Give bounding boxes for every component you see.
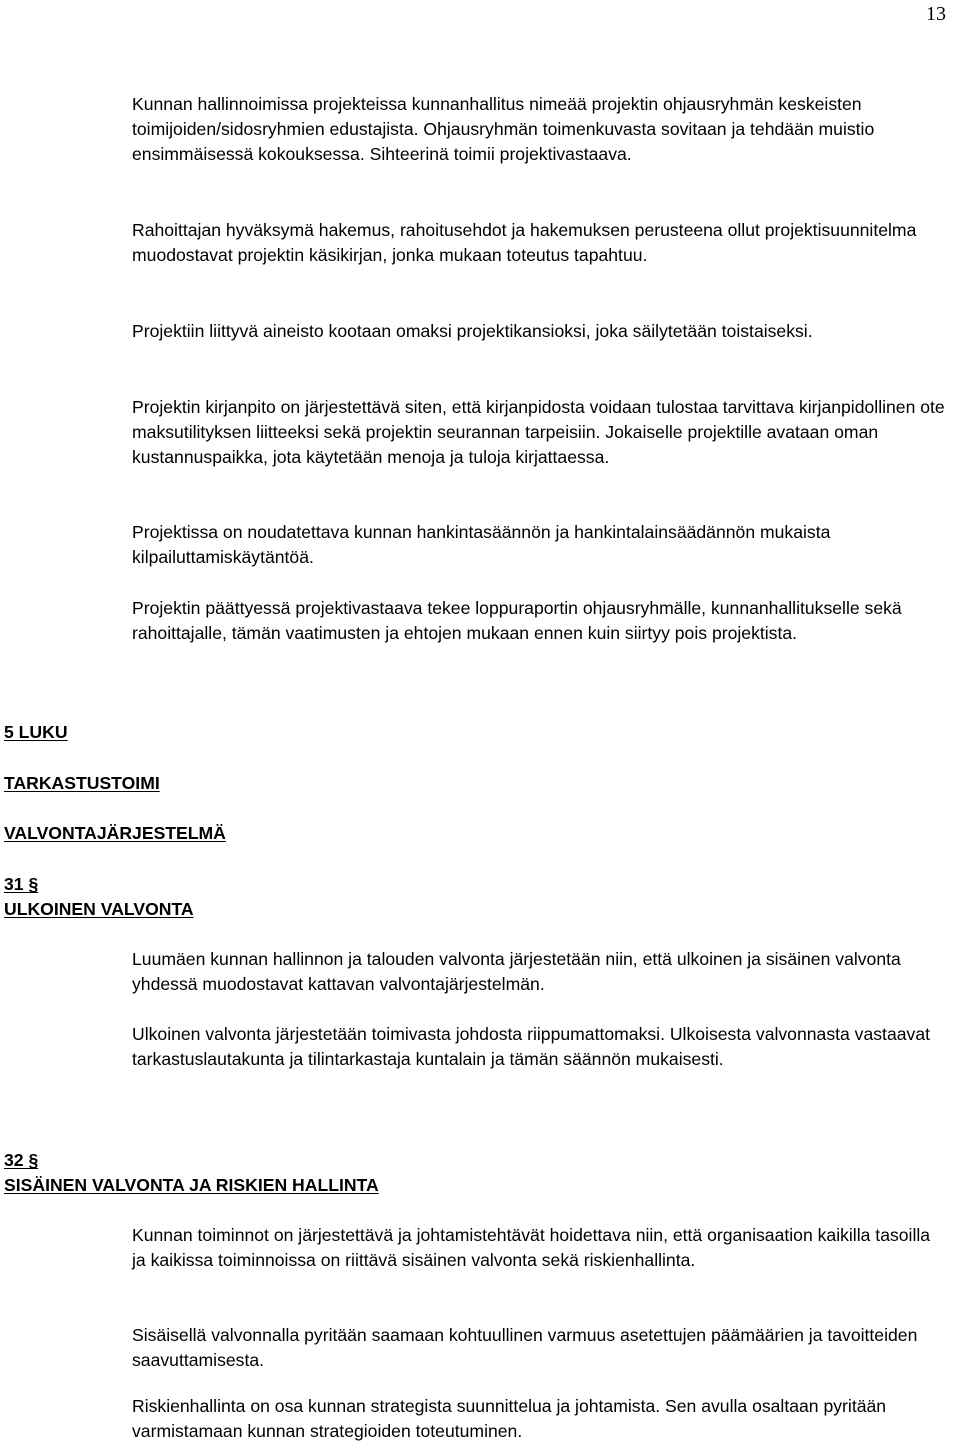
paragraph-internal-control: Kunnan toiminnot on järjestettävä ja johtamistehtävät hoidettava niin, että organisaation kaikilla tasoilla ja kaikissa toiminnoissa on riittävä sisäinen valvonta sekä riskienhallinta. — [132, 1225, 931, 1270]
paragraph-procurement: Projektissa on noudatettava kunnan hankintasäännön ja hankintalainsäädännön mukaista kilpailuttamiskäytäntöä. — [132, 522, 831, 567]
section-31-title: ULKOINEN VALVONTA — [4, 899, 194, 919]
section-32-number: 32 § — [4, 1150, 39, 1170]
paragraph-bookkeeping: Projektin kirjanpito on järjestettävä siten, että kirjanpidosta voidaan tulostaa tarvittava kirjanpidollinen ote maksutilityksen liitteeksi sekä projektin seurannan tarpeisiin. Jokaiselle projektille avataan oman kustannuspaikka, jota käytetään menoja ja tuloja kirjattaessa. — [132, 397, 945, 467]
paragraph-project-folder: Projektiin liittyvä aineisto kootaan omaksi projektikansioksi, joka säilytetään toistaiseksi. — [132, 321, 813, 341]
chapter-title: TARKASTUSTOIMI — [4, 773, 160, 793]
page-number: 13 — [926, 3, 946, 25]
paragraph-control-system: Luumäen kunnan hallinnon ja talouden valvonta järjestetään niin, että ulkoinen ja sisäinen valvonta yhdessä muodostavat kattavan valvontajärjestelmän. — [132, 949, 901, 994]
paragraph-project-handbook: Rahoittajan hyväksymä hakemus, rahoitusehdot ja hakemuksen perusteena ollut projektisuunnitelma muodostavat projektin käsikirjan, jonka mukaan toteutus tapahtuu. — [132, 220, 917, 265]
paragraph-reasonable-assurance: Sisäisellä valvonnalla pyritään saamaan kohtuullinen varmuus asetettujen päämäärien ja tavoitteiden saavuttamisesta. — [132, 1325, 918, 1370]
paragraph-external-control: Ulkoinen valvonta järjestetään toimivasta johdosta riippumattomaksi. Ulkoisesta valvonnasta vastaavat tarkastuslautakunta ja tilintarkastaja kuntalain ja tämän säännön mukaisesti. — [132, 1024, 930, 1069]
section-title: VALVONTAJÄRJESTELMÄ — [4, 823, 226, 843]
section-32-title: SISÄINEN VALVONTA JA RISKIEN HALLINTA — [4, 1175, 379, 1195]
section-31-number: 31 § — [4, 874, 39, 894]
paragraph-final-report: Projektin päättyessä projektivastaava tekee loppuraportin ohjausryhmälle, kunnanhallitukselle sekä rahoittajalle, tämän vaatimusten ja ehtojen mukaan ennen kuin siirtyy pois projektista. — [132, 598, 902, 643]
paragraph-risk-management: Riskienhallinta on osa kunnan strategista suunnittelua ja johtamista. Sen avulla osaltaan pyritään varmistamaan kunnan strategioiden toteutuminen. — [132, 1396, 887, 1441]
paragraph-steering-group: Kunnan hallinnoimissa projekteissa kunnanhallitus nimeää projektin ohjausryhmän keskeisten toimijoiden/sidosryhmien edustajista. Ohjausryhmän toimenkuvasta sovitaan ja tehdään muistio ensimmäisessä kokouksessa. Sihteerinä toimii projektivastaava. — [132, 94, 875, 164]
chapter-heading: 5 LUKU — [4, 722, 68, 742]
